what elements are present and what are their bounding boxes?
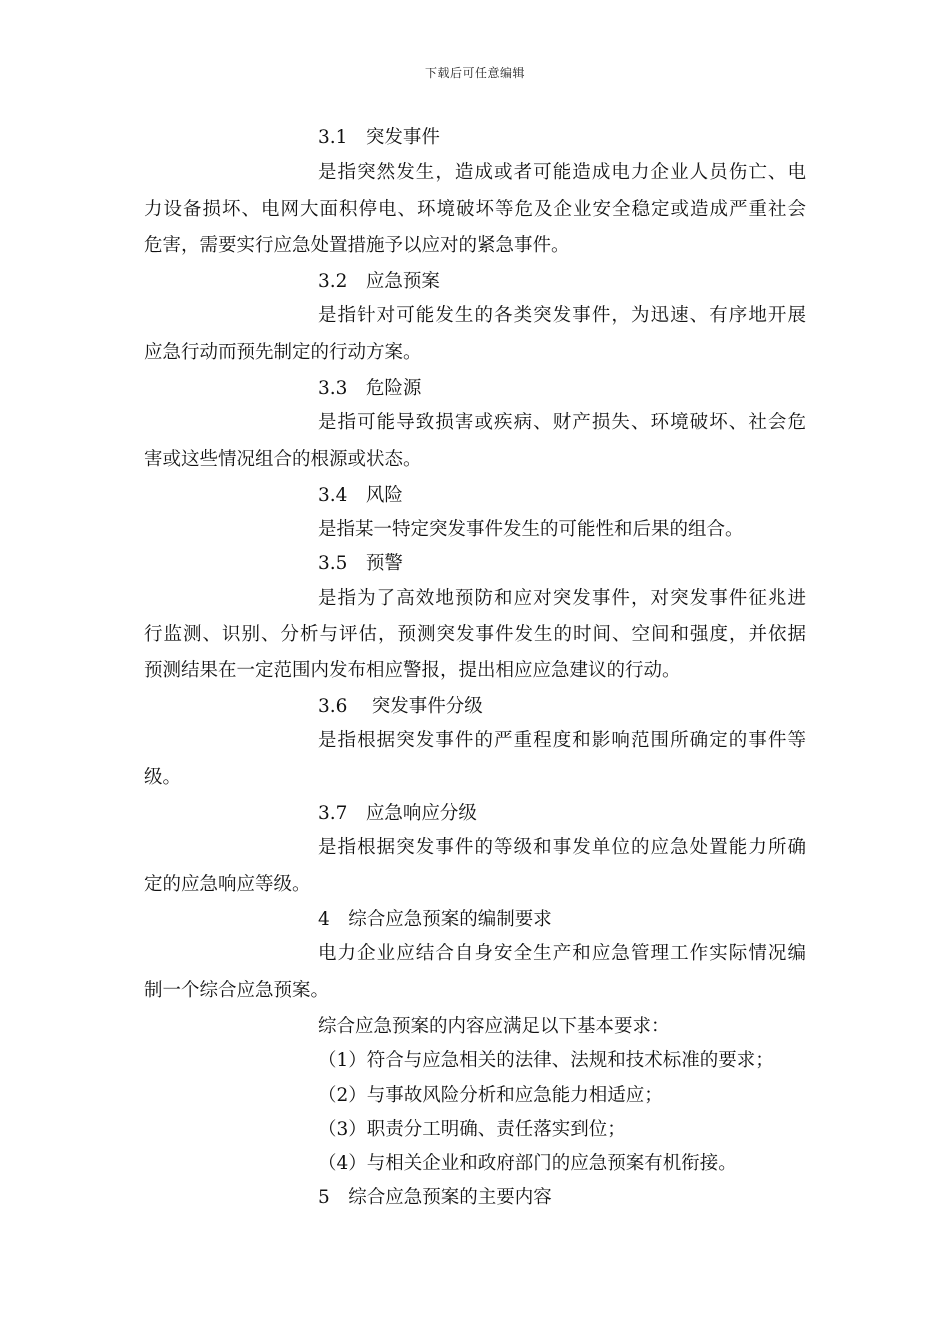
section-heading-3-3: 3.3 危险源 <box>318 378 422 399</box>
paragraph-line: 电力企业应结合自身安全生产和应急管理工作实际情况编 <box>318 943 806 964</box>
paragraph-line: 是指某一特定突发事件发生的可能性和后果的组合。 <box>318 519 744 540</box>
paragraph-line: 行监测、识别、分析与评估，预测突发事件发生的时间、空间和强度，并依据 <box>144 624 806 645</box>
section-heading-3-6: 3.6 突发事件分级 <box>318 696 483 717</box>
paragraph-line: 危害，需要实行应急处置措施予以应对的紧急事件。 <box>144 235 570 256</box>
paragraph-line: 级。 <box>144 767 182 788</box>
paragraph-line: 是指可能导致损害或疾病、财产损失、环境破坏、社会危 <box>318 412 806 433</box>
list-item: （1）符合与应急相关的法律、法规和技术标准的要求； <box>318 1050 774 1071</box>
paragraph-line: 应急行动而预先制定的行动方案。 <box>144 342 422 363</box>
paragraph-line: 是指突然发生，造成或者可能造成电力企业人员伤亡、电 <box>318 162 806 183</box>
section-heading-3-2: 3.2 应急预案 <box>318 271 440 292</box>
section-heading-3-7: 3.7 应急响应分级 <box>318 803 477 824</box>
section-heading-3-4: 3.4 风险 <box>318 485 403 506</box>
paragraph-line: 综合应急预案的内容应满足以下基本要求： <box>318 1016 670 1037</box>
paragraph-line: 害或这些情况组合的根源或状态。 <box>144 449 422 470</box>
paragraph-line: 制一个综合应急预案。 <box>144 980 330 1001</box>
page-header: 下载后可任意编辑 <box>424 66 525 80</box>
list-item: （2）与事故风险分析和应急能力相适应； <box>318 1085 663 1106</box>
section-heading-3-1: 3.1 突发事件 <box>318 127 440 148</box>
list-item: （4）与相关企业和政府部门的应急预案有机衔接。 <box>318 1153 737 1174</box>
paragraph-line: 是指根据突发事件的严重程度和影响范围所确定的事件等 <box>318 730 806 751</box>
paragraph-line: 是指根据突发事件的等级和事发单位的应急处置能力所确 <box>318 837 806 858</box>
section-heading-4: 4 综合应急预案的编制要求 <box>318 909 552 930</box>
section-heading-3-5: 3.5 预警 <box>318 553 403 574</box>
paragraph-line: 力设备损坏、电网大面积停电、环境破坏等危及企业安全稳定或造成严重社会 <box>144 199 806 220</box>
section-heading-5: 5 综合应急预案的主要内容 <box>318 1187 552 1208</box>
paragraph-line: 是指为了高效地预防和应对突发事件，对突发事件征兆进 <box>318 588 806 609</box>
list-item: （3）职责分工明确、责任落实到位； <box>318 1119 626 1140</box>
paragraph-line: 预测结果在一定范围内发布相应警报，提出相应应急建议的行动。 <box>144 660 681 681</box>
paragraph-line: 是指针对可能发生的各类突发事件，为迅速、有序地开展 <box>318 305 806 326</box>
paragraph-line: 定的应急响应等级。 <box>144 874 311 895</box>
